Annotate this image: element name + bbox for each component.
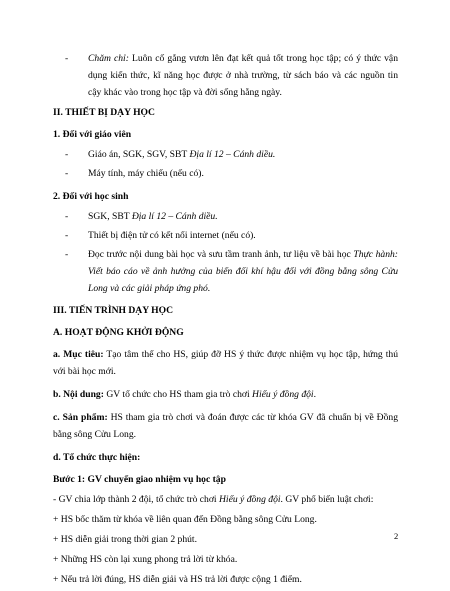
intro-bullet [53,50,398,101]
student-item-3-italic: Thực hành: Viết báo cáo về ảnh hưởng của biến đổi khí hậu đối với đồng bằng sông Cửu Long và các giải pháp ứng phó. [88,249,399,294]
student-item-2 [53,227,398,244]
product-label: c. Sản phẩm: [53,412,108,423]
step-1-game-name: Hiểu ý đồng đội [218,494,281,505]
dash-mark: - [65,53,69,64]
content-text: GV tổ chức cho HS tham gia trò chơi [103,389,253,400]
content-game-name: Hiểu ý đồng đội [252,389,314,400]
teacher-heading: 1. Đối với giáo viên [53,129,132,140]
intro-lead: Chăm chỉ: [88,53,129,64]
part-a-title: A. HOẠT ĐỘNG KHỞI ĐỘNG [53,327,184,338]
dash-mark: - [65,211,69,222]
student-heading: 2. Đối với học sinh [53,191,129,202]
step-1-line-1-text: - GV chia lớp thành 2 đội, tổ chức trò chơi [53,494,219,505]
content-paragraph [53,386,398,403]
objective-paragraph [53,346,398,380]
student-item-1-italic: Địa lí 12 – Cánh diều. [131,211,218,222]
student-item-3-text: Đọc trước nội dung bài học và sưu tầm tranh ảnh, tư liệu về bài học [88,249,354,260]
teacher-item-1-text: Giáo án, SGK, SGV, SBT [88,149,190,160]
teacher-item-2-text: Máy tính, máy chiếu (nếu có). [88,168,204,179]
rule-item: + HS bốc thăm từ khóa về liên quan đến Đồng bằng sông Cửu Long. [53,514,317,525]
dash-mark: - [65,168,69,179]
product-text: HS tham gia trò chơi và đoán được các từ khóa GV đã chuẩn bị về Đồng bằng sông Cửu Long. [53,412,398,440]
student-item-2-text: Thiết bị điện tử có kết nối internet (nếu có). [88,230,256,241]
rule-item: + Những HS còn lại xung phong trả lời từ khóa. [53,554,238,565]
step-1-line-1-end: . GV phổ biến luật chơi: [280,494,374,505]
step-1-line-1 [53,491,398,508]
product-paragraph [53,409,398,443]
content-label: b. Nội dung: [53,389,104,400]
rule-item: + Nếu trả lời đúng, HS diễn giải và HS trả lời được cộng 1 điểm. [53,574,302,585]
rule-item: + HS diễn giải trong thời gian 2 phút. [53,534,197,545]
intro-text: Luôn cố gắng vươn lên đạt kết quả tốt trong học tập; có ý thức vận dụng kiến thức, kĩ năng học được ở nhà trường, từ sách báo và các nguồn tin cậy khác vào trong học tập và đời sống hằng ngày. [88,53,398,98]
dash-mark: - [65,149,69,160]
objective-text: Tạo tâm thế cho HS, giúp đỡ HS ý thức được nhiệm vụ học tập, hứng thú với bài học mới. [53,349,398,377]
content-end: . [313,389,317,400]
dash-mark: - [65,249,69,260]
student-item-1 [53,208,398,225]
page-number: 2 [394,531,399,541]
student-item-3 [53,246,398,297]
dash-mark: - [65,230,69,241]
teacher-item-2 [53,165,398,182]
teacher-item-1-italic: Địa lí 12 – Cánh diều. [189,149,276,160]
teacher-item-1 [53,146,398,163]
student-item-1-text: SGK, SBT [88,211,132,222]
organize-heading: d. Tổ chức thực hiện: [53,452,141,463]
section-2-title: II. THIẾT BỊ DẠY HỌC [53,107,155,118]
step-1-heading: Bước 1: GV chuyển giao nhiệm vụ học tập [53,474,226,485]
section-3-title: III. TIẾN TRÌNH DẠY HỌC [53,305,174,316]
page-content [53,50,398,591]
objective-label: a. Mục tiêu: [53,349,104,360]
